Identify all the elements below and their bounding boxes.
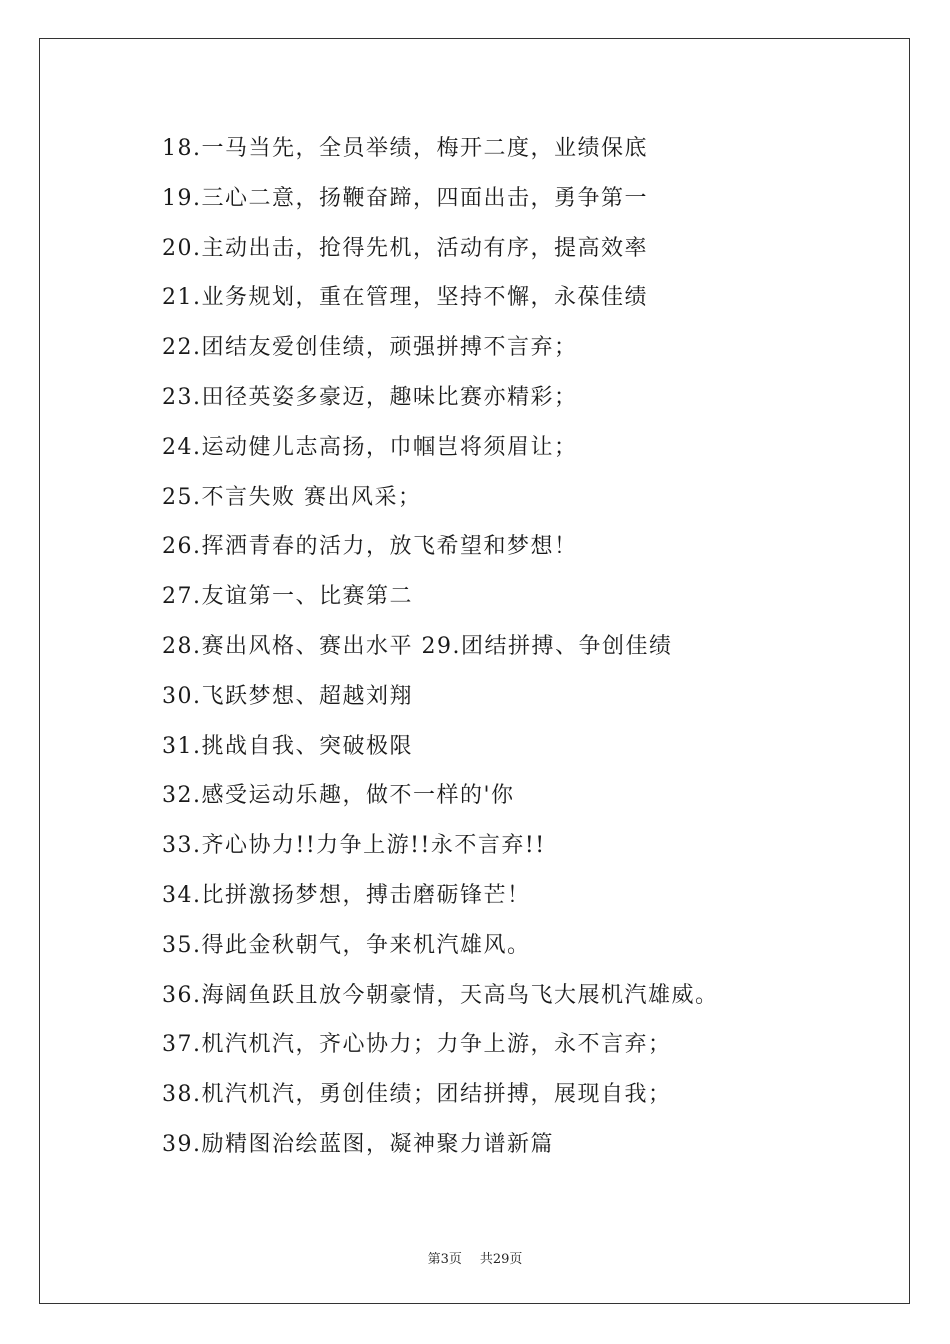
list-item: 23.田径英姿多豪迈，趣味比赛亦精彩； <box>162 384 578 410</box>
slogan-list <box>162 130 862 1176</box>
list-item: 21.业务规划，重在管理，坚持不懈，永葆佳绩 <box>162 285 648 311</box>
list-item: 30.飞跃梦想、超越刘翔 <box>162 683 413 709</box>
list-item: 24.运动健儿志高扬，巾帼岂将须眉让； <box>162 434 578 460</box>
list-item: 37.机汽机汽，齐心协力；力争上游，永不言弃； <box>162 1032 672 1058</box>
page-total: 共29页 <box>479 1252 523 1267</box>
list-item: 22.团结友爱创佳绩，顽强拼搏不言弃； <box>162 335 578 361</box>
list-item: 32.感受运动乐趣，做不一样的'你 <box>162 783 515 809</box>
list-item: 28.赛出风格、赛出水平 29.团结拼搏、争创佳绩 <box>162 633 673 659</box>
list-item: 20.主动出击，抢得先机，活动有序，提高效率 <box>162 235 648 261</box>
list-item: 19.三心二意，扬鞭奋蹄，四面出击，勇争第一 <box>162 185 648 211</box>
list-item: 38.机汽机汽，勇创佳绩；团结拼搏，展现自我； <box>162 1082 672 1108</box>
list-item: 31.挑战自我、突破极限 <box>162 733 413 759</box>
list-item: 39.励精图治绘蓝图，凝神聚力谱新篇 <box>162 1131 554 1157</box>
list-item: 26.挥洒青春的活力，放飞希望和梦想！ <box>162 534 578 560</box>
list-item: 25.不言失败 赛出风采； <box>162 484 422 510</box>
list-item: 36.海阔鱼跃且放今朝豪情，天高鸟飞大展机汽雄威。 <box>162 982 719 1008</box>
list-item: 35.得此金秋朝气，争来机汽雄风。 <box>162 932 531 958</box>
list-item: 27.友谊第一、比赛第二 <box>162 584 413 610</box>
page-number: 第3页 <box>427 1252 462 1267</box>
list-item: 34.比拼激扬梦想，搏击磨砺锋芒！ <box>162 882 531 908</box>
list-item: 33.齐心协力!!力争上游!!永不言弃!! <box>162 833 546 859</box>
list-item: 18.一马当先，全员举绩，梅开二度，业绩保底 <box>162 136 648 161</box>
page-footer <box>0 1248 950 1267</box>
